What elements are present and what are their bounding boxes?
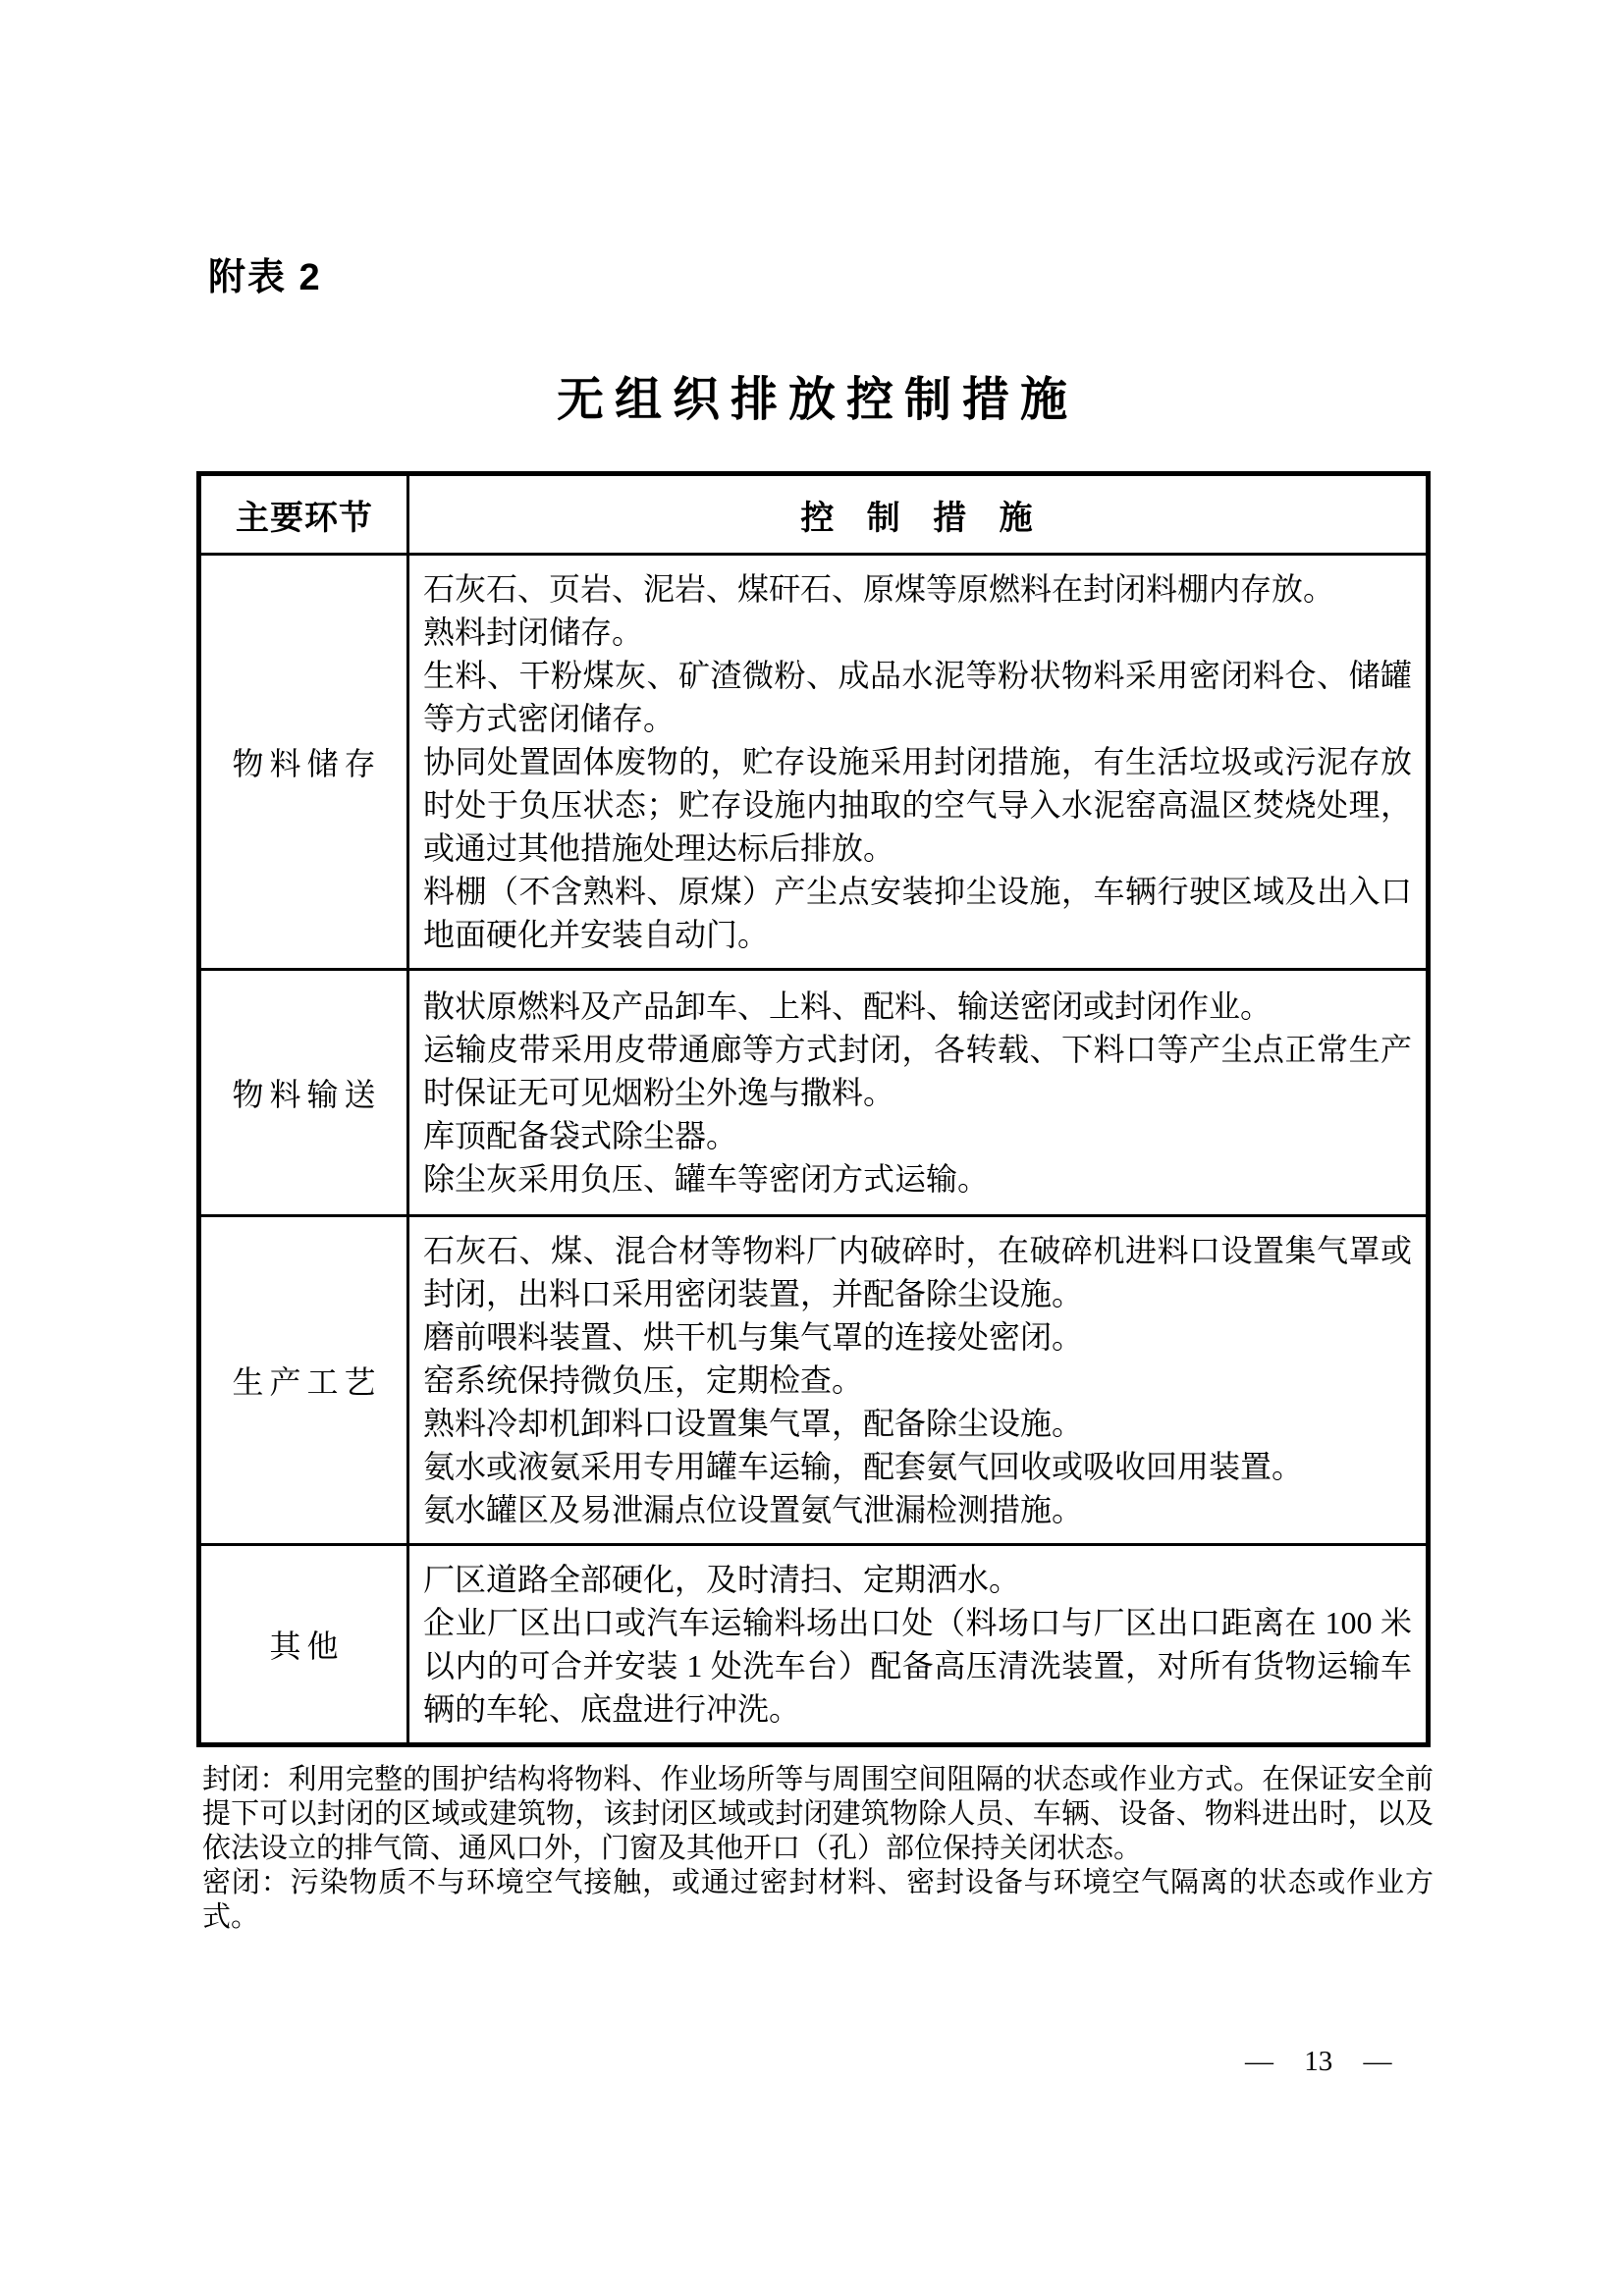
measure-paragraph: 窑系统保持微负压，定期检查。	[423, 1362, 864, 1398]
row-stage-label: 其他	[201, 1546, 409, 1742]
table-row	[201, 1214, 1426, 1543]
measures-table	[196, 471, 1431, 1747]
measure-paragraph: 厂区道路全部硬化，及时清扫、定期洒水。	[423, 1562, 1021, 1597]
row-measures	[409, 971, 1426, 1214]
row-measures	[409, 556, 1426, 968]
measure-paragraph: 料棚（不含熟料、原煤）产尘点安装抑尘设施，车辆行驶区域及出入口地面硬化并安装自动门。	[423, 874, 1412, 952]
column-header-stage: 主要环节	[201, 476, 409, 553]
page-title: 无组织排放控制措施	[556, 374, 1078, 426]
measure-paragraph: 协同处置固体废物的，贮存设施采用封闭措施，有生活垃圾或污泥存放时处于负压状态；贮存设施内抽取的空气导入水泥窑高温区焚烧处理，或通过其他措施处理达标后排放。	[423, 744, 1412, 866]
row-measures	[409, 1217, 1426, 1543]
measure-paragraph: 库顶配备袋式除尘器。	[423, 1118, 738, 1153]
measure-paragraph: 除尘灰采用负压、罐车等密闭方式运输。	[423, 1161, 990, 1197]
footnotes	[202, 1763, 1434, 1935]
footnote-paragraph: 密闭：污染物质不与环境空气接触，或通过密封材料、密封设备与环境空气隔离的状态或作业方式。	[202, 1867, 1434, 1933]
appendix-label: 附表 2	[208, 257, 322, 298]
page-number: — 13 —	[1245, 2046, 1392, 2077]
row-measures	[409, 1546, 1426, 1742]
table-row	[201, 968, 1426, 1214]
row-stage-label: 生产工艺	[201, 1217, 409, 1543]
measure-paragraph: 生料、干粉煤灰、矿渣微粉、成品水泥等粉状物料采用密闭料仓、储罐等方式密闭储存。	[423, 658, 1412, 736]
row-stage-label: 物料输送	[201, 971, 409, 1214]
measure-paragraph: 氨水或液氨采用专用罐车运输，配套氨气回收或吸收回用装置。	[423, 1449, 1304, 1484]
row-stage-label: 物料储存	[201, 556, 409, 968]
table-row	[201, 1543, 1426, 1742]
measure-paragraph: 石灰石、页岩、泥岩、煤矸石、原煤等原燃料在封闭料棚内存放。	[423, 571, 1335, 607]
measure-paragraph: 石灰石、煤、混合材等物料厂内破碎时，在破碎机进料口设置集气罩或封闭，出料口采用密闭装置，并配备除尘设施。	[423, 1233, 1412, 1311]
table-row	[201, 553, 1426, 968]
measure-paragraph: 磨前喂料装置、烘干机与集气罩的连接处密闭。	[423, 1319, 1084, 1355]
measure-paragraph: 熟料封闭储存。	[423, 614, 644, 650]
table-header-row	[201, 476, 1426, 553]
measure-paragraph: 熟料冷却机卸料口设置集气罩，配备除尘设施。	[423, 1406, 1084, 1441]
measure-paragraph: 散状原燃料及产品卸车、上料、配料、输送密闭或封闭作业。	[423, 988, 1272, 1024]
column-header-measures: 控 制 措 施	[800, 499, 1035, 537]
footnote-paragraph: 封闭：利用完整的围护结构将物料、作业场所等与周围空间阻隔的状态或作业方式。在保证安全前提下可以封闭的区域或建筑物，该封闭区域或封闭建筑物除人员、车辆、设备、物料进出时，以及依法设立的排气筒、通风口外，门窗及其他开口（孔）部位保持关闭状态。	[202, 1764, 1434, 1864]
measure-paragraph: 运输皮带采用皮带通廊等方式封闭，各转载、下料口等产尘点正常生产时保证无可见烟粉尘外逸与撒料。	[423, 1032, 1412, 1110]
measure-paragraph: 企业厂区出口或汽车运输料场出口处（料场口与厂区出口距离在 100 米以内的可合并安装 1 处洗车台）配备高压清洗装置，对所有货物运输车辆的车轮、底盘进行冲洗。	[423, 1605, 1412, 1727]
measure-paragraph: 氨水罐区及易泄漏点位设置氨气泄漏检测措施。	[423, 1492, 1084, 1527]
